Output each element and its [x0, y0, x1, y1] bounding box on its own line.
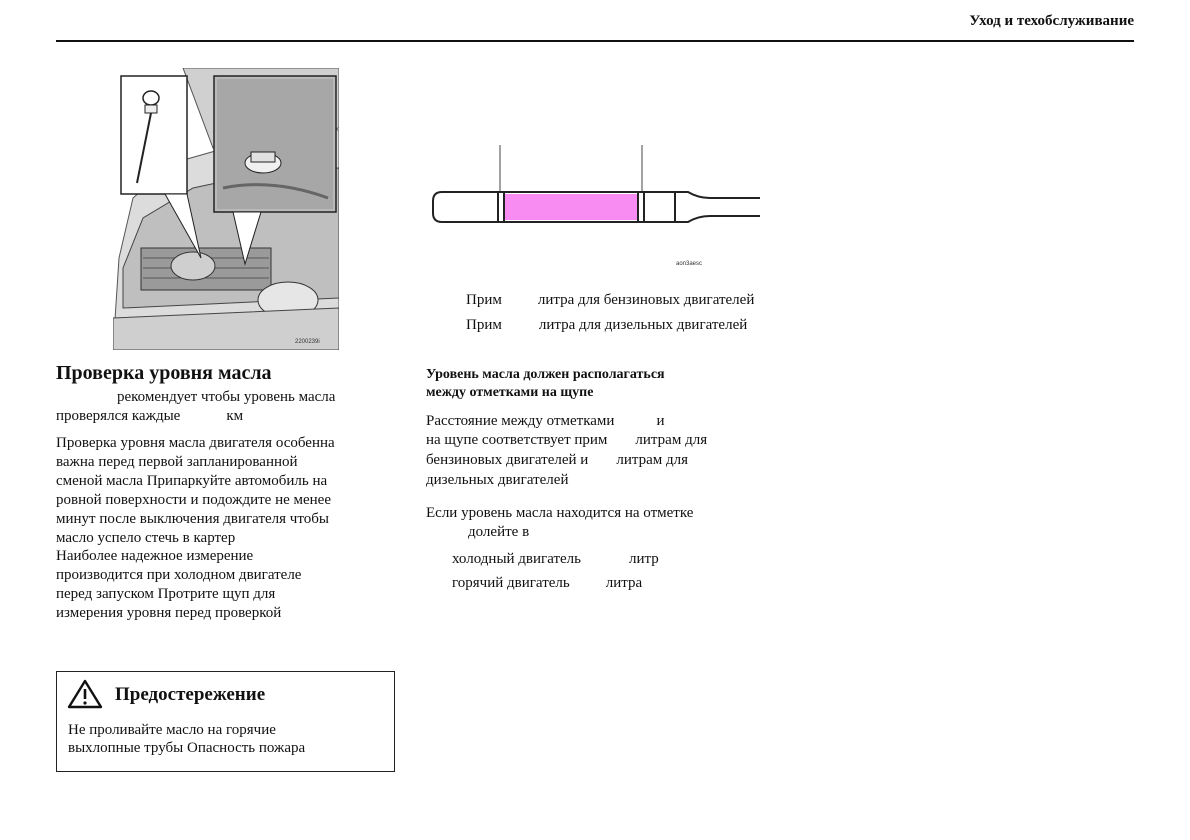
distance-text: Расстояние между отметками [426, 413, 615, 429]
warning-line: выхлопные трубы Опасность пожара [68, 740, 306, 756]
distance-line-3 [426, 452, 688, 470]
note-text: литра для дизельных двигателей [538, 317, 748, 333]
dipstick-diagram [430, 142, 765, 270]
top-up-cold [452, 551, 659, 568]
distance-line-4: дизельных двигателей [426, 472, 569, 488]
warning-triangle-icon [67, 678, 103, 710]
check-paragraph-line: измерения уровня перед проверкой [56, 605, 282, 621]
top-up-unit: литра [605, 575, 643, 591]
check-paragraph-line: минут после выключения двигателя чтобы [56, 511, 329, 527]
check-paragraph-line: ровной поверхности и подождите не менее [56, 492, 332, 508]
engine-compartment-figure [113, 68, 339, 350]
note-prefix: Прим [466, 292, 502, 308]
intro-line-2-text: проверялся каждые [56, 408, 181, 424]
distance-text: литрам для [635, 432, 708, 448]
distance-line-1 [426, 413, 664, 431]
check-paragraph-line: масло успело стечь в картер [56, 530, 236, 546]
distance-text: литрам для [616, 452, 689, 468]
check-paragraph-line: важна перед первой запланированной [56, 454, 298, 470]
header-rule [56, 40, 1134, 42]
check-paragraph-line: Наиболее надежное измерение [56, 548, 254, 564]
distance-text: и [656, 413, 665, 429]
check-paragraph-line: Проверка уровня масла двигателя особенна [56, 435, 335, 451]
dipstick-note-petrol [466, 292, 754, 309]
distance-line-2 [426, 432, 707, 450]
check-paragraph-line: перед запуском Протрите щуп для [56, 586, 276, 602]
check-paragraph-line: сменой масла Припаркуйте автомобиль на [56, 473, 328, 489]
top-up-label: горячий двигатель [452, 575, 570, 591]
subheading-line: между отметками на щупе [426, 384, 594, 400]
engine-figure-code: 2200239i [295, 339, 320, 345]
minmark-line-1: Если уровень масла находится на отметке [426, 505, 694, 521]
section-header: Уход и техобслуживание [969, 13, 1134, 29]
minmark-line-2: долейте в [468, 524, 530, 540]
intro-line-2 [56, 408, 243, 426]
warning-text [68, 721, 305, 757]
intro-line-1: рекомендует чтобы уровень масла [117, 389, 336, 405]
top-up-label: холодный двигатель [452, 551, 582, 567]
top-up-hot [452, 575, 642, 592]
dipstick-fill-zone [505, 194, 638, 220]
warning-title: Предостережение [115, 684, 266, 705]
note-text: литра для бензиновых двигателей [537, 292, 755, 308]
dipstick-figure-code: aon3aesc [676, 261, 703, 267]
top-up-unit: литр [629, 551, 659, 567]
subheading-line: Уровень масла должен располагаться [426, 367, 665, 382]
level-subheading [426, 366, 665, 401]
distance-text: бензиновых двигателей и [426, 452, 589, 468]
distance-text: на щупе соответствует прим [426, 432, 608, 448]
warning-box [56, 671, 395, 772]
dipstick-note-diesel [466, 317, 747, 334]
check-paragraph-line: производится при холодном двигателе [56, 567, 302, 583]
warning-line: Не проливайте масло на горячие [68, 722, 276, 738]
page-title: Проверка уровня масла [56, 362, 272, 384]
note-prefix: Прим [466, 317, 502, 333]
intro-line-2-unit: км [226, 408, 244, 424]
